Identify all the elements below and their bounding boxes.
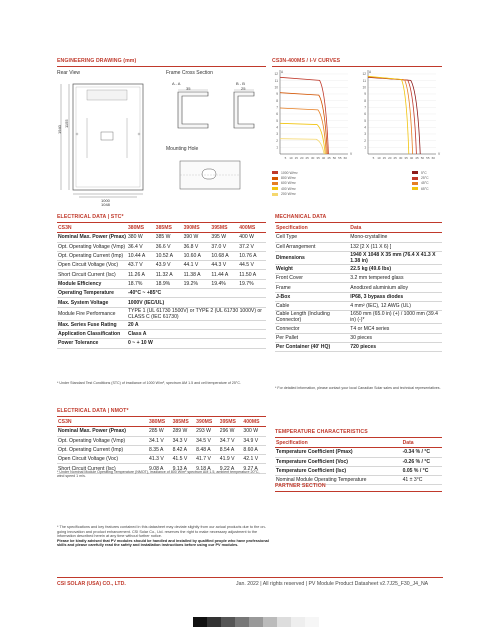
- row-label: Cable Length (Including Connector): [275, 311, 349, 324]
- y-tick-label: 2: [276, 138, 278, 143]
- y-tick-label: 2: [364, 138, 366, 143]
- row-value: -0.26 % / °C: [402, 457, 442, 466]
- header-cell: Data: [349, 224, 442, 233]
- row-value: 9.18 A: [195, 464, 219, 473]
- dim-1940: 1940: [57, 125, 62, 134]
- table-row: [275, 457, 442, 466]
- x-tick-label: 40: [321, 156, 326, 160]
- nmot-title: ELECTRICAL DATA | NMOT*: [57, 408, 129, 414]
- row-value: 18.9%: [155, 279, 183, 288]
- table-row: [275, 324, 442, 333]
- row-label: Per Container (40' HQ): [275, 342, 349, 351]
- irradiance-legend: [272, 170, 298, 197]
- header-cell: 385MS: [155, 224, 183, 233]
- y-unit-label: A: [281, 70, 284, 74]
- row-value: 37.0 V: [210, 242, 238, 251]
- row-value: 385 W: [155, 233, 183, 242]
- row-label: Opt. Operating Current (Imp): [57, 251, 127, 260]
- row-value: 41.3 V: [148, 455, 172, 464]
- table-header-row: [57, 224, 266, 233]
- row-value: 9.22 A: [219, 464, 243, 473]
- row-value: 34.7 V: [219, 436, 243, 445]
- legend-swatch: [272, 193, 278, 196]
- row-label: Cable: [275, 302, 349, 311]
- row-value: 10.68 A: [210, 251, 238, 260]
- row-label: Max. System Voltage: [57, 298, 127, 307]
- row-value: 4 mm² (IEC), 12 AWG (UL): [349, 302, 442, 311]
- y-tick-label: 6: [364, 112, 366, 117]
- stc-table: [57, 224, 266, 349]
- table-row: [57, 320, 266, 329]
- table-row: [275, 251, 442, 264]
- y-tick-label: 4: [276, 125, 278, 130]
- row-value: 42.1 V: [242, 455, 266, 464]
- row-value: 9.13 A: [172, 464, 196, 473]
- row-value: 10.44 A: [127, 251, 155, 260]
- row-value: 1940 X 1048 X 35 mm (76.4 X 41.3 X 1.38 in): [349, 251, 442, 264]
- row-label: Cell Type: [275, 233, 349, 242]
- color-bar-swatch: [193, 617, 207, 627]
- x-tick-label: 50: [332, 156, 337, 160]
- footer-company: CSI SOLAR (USA) CO., LTD.: [57, 581, 126, 587]
- legend-swatch: [272, 171, 278, 174]
- legend-swatch: [272, 182, 278, 185]
- x-tick-label: 20: [388, 156, 392, 160]
- x-tick-label: 5: [372, 156, 375, 160]
- row-value: 9.08 A: [148, 464, 172, 473]
- row-label: Weight: [275, 264, 349, 273]
- y-tick-label: 7: [364, 105, 366, 110]
- table-row: [57, 270, 266, 279]
- row-value: 11.50 A: [238, 270, 266, 279]
- color-bar-swatch: [277, 617, 291, 627]
- row-value: 44.3 V: [210, 261, 238, 270]
- y-tick-label: 1: [276, 145, 278, 150]
- x-tick-label: 30: [398, 156, 403, 160]
- iv-curves-chart: [272, 68, 444, 166]
- stc-rule: [57, 222, 266, 223]
- legend-label: 200 W/m²: [281, 192, 296, 197]
- row-value: 8.48 A: [195, 445, 219, 454]
- y-tick-label: 12: [274, 72, 278, 77]
- nmot-note: * Under Nominal Module Operating Temperature (NMOT), irradiance of 800 W/m² spectrum AM 1.5, ambient temperature 20°C, wind speed 1 m/s.: [57, 470, 260, 479]
- header-cell: 395MS: [210, 224, 238, 233]
- row-label: Temperature Coefficient (Pmax): [275, 448, 402, 457]
- row-label: Application Classification: [57, 329, 127, 338]
- disclaimer-line-1: * The specifications and key features contained in this datasheet may deviate slightly from our actual products due to the on-going innovation and product enhancement. CSI Solar Co., Ltd. reserves the right to make necessary adjustment to the information described herein at any time without further notice.: [57, 525, 266, 539]
- row-value: 34.9 V: [242, 436, 266, 445]
- row-value: -40°C ~ +85°C: [127, 289, 266, 298]
- row-value: Mono-crystalline: [349, 233, 442, 242]
- row-value: IP68, 3 bypass diodes: [349, 292, 442, 301]
- cross-section-drawing: [168, 88, 258, 133]
- legend-swatch: [412, 182, 418, 185]
- header-cell: 390MS: [195, 418, 219, 427]
- row-value: 8.35 A: [148, 445, 172, 454]
- row-value: 395 W: [210, 233, 238, 242]
- table-row: [275, 283, 442, 292]
- row-value: 41 ± 3°C: [402, 476, 442, 485]
- nmot-rule: [57, 416, 266, 417]
- table-row: [57, 242, 266, 251]
- table-row: [275, 466, 442, 475]
- row-value: 11.26 A: [127, 270, 155, 279]
- mechanical-note: * For detailed information, please contact your local Canadian Solar sales and technical representatives.: [275, 386, 441, 390]
- y-tick-label: 12: [362, 72, 366, 77]
- row-label: Temperature Coefficient (Isc): [275, 466, 402, 475]
- y-tick-label: 1: [364, 145, 366, 150]
- row-value: 36.6 V: [155, 242, 183, 251]
- iv-curve: [280, 139, 324, 154]
- y-tick-label: 4: [364, 125, 366, 130]
- dim-25: 25: [241, 86, 246, 91]
- legend-label: 800 W/m²: [281, 176, 296, 181]
- table-row: [57, 455, 266, 464]
- row-value: 11.32 A: [155, 270, 183, 279]
- row-value: 22.5 kg (49.6 lbs): [349, 264, 442, 273]
- x-tick-label: 10: [377, 156, 381, 160]
- y-tick-label: 7: [276, 105, 278, 110]
- row-value: 300 W: [242, 427, 266, 436]
- table-row: [57, 233, 266, 242]
- row-label: Connector: [275, 324, 349, 333]
- table-row: [57, 436, 266, 445]
- row-label: Operating Temperature: [57, 289, 127, 298]
- color-bar-swatch: [291, 617, 305, 627]
- header-cell: Data: [402, 439, 442, 448]
- iv-curve: [368, 77, 416, 154]
- legend-swatch: [272, 187, 278, 190]
- y-tick-label: 11: [274, 78, 278, 83]
- table-row: [275, 448, 442, 457]
- x-tick-label: 10: [289, 156, 293, 160]
- row-value: 720 pieces: [349, 342, 442, 351]
- color-bar-swatch: [249, 617, 263, 627]
- table-header-row: [275, 439, 442, 448]
- x-unit-label: V: [438, 152, 441, 156]
- legend-label: 1000 W/m²: [281, 170, 298, 175]
- row-label: Short Circuit Current (Isc): [57, 270, 127, 279]
- engineering-title: ENGINEERING DRAWING (mm): [57, 58, 137, 64]
- row-value: 10.52 A: [155, 251, 183, 260]
- table-row: [57, 307, 266, 320]
- partner-rule: [275, 491, 442, 492]
- y-tick-label: 3: [364, 132, 366, 137]
- row-value: 44.1 V: [183, 261, 211, 270]
- row-value: 390 W: [183, 233, 211, 242]
- x-tick-label: 50: [420, 156, 425, 160]
- row-value: 8.54 A: [219, 445, 243, 454]
- row-value: 19.4%: [210, 279, 238, 288]
- row-label: Opt. Operating Current (Imp): [57, 445, 148, 454]
- legend-label: 25°C: [421, 176, 429, 181]
- engineering-rule: [57, 66, 266, 67]
- y-tick-label: 10: [362, 85, 366, 90]
- row-label: Open Circuit Voltage (Voc): [57, 261, 127, 270]
- x-tick-label: 55: [338, 156, 342, 160]
- header-cell: 400MS: [242, 418, 266, 427]
- y-tick-label: 3: [276, 132, 278, 137]
- temperature-title: TEMPERATURE CHARACTERISTICS: [275, 429, 368, 435]
- y-tick-label: 8: [364, 98, 366, 103]
- stc-title: ELECTRICAL DATA | STC*: [57, 214, 124, 220]
- x-tick-label: 55: [426, 156, 430, 160]
- row-value: 41.9 V: [219, 455, 243, 464]
- table-row: [57, 427, 266, 436]
- header-cell: Specification: [275, 224, 349, 233]
- table-row: [57, 298, 266, 307]
- table-row: [57, 445, 266, 454]
- row-value: 11.38 A: [183, 270, 211, 279]
- row-value: 400 W: [238, 233, 266, 242]
- irradiance-legend-item: [272, 192, 298, 197]
- y-tick-label: 11: [362, 78, 366, 83]
- row-label: Power Tolerance: [57, 339, 127, 348]
- row-value: 18.7%: [127, 279, 155, 288]
- row-label: Max. Series Fuse Rating: [57, 320, 127, 329]
- header-cell: Specification: [275, 439, 402, 448]
- row-value: 289 W: [172, 427, 196, 436]
- table-row: [57, 339, 266, 348]
- header-cell: 390MS: [183, 224, 211, 233]
- header-cell: 385MS: [172, 418, 196, 427]
- row-value: 30 pieces: [349, 333, 442, 342]
- x-tick-label: 5: [284, 156, 287, 160]
- table-row: [275, 302, 442, 311]
- color-bar-swatch: [263, 617, 277, 627]
- footer-rule: [57, 577, 443, 578]
- row-value: 19.2%: [183, 279, 211, 288]
- x-tick-label: 15: [294, 156, 298, 160]
- row-label: Front Cover: [275, 274, 349, 283]
- x-tick-label: 35: [404, 156, 408, 160]
- iv-curve: [368, 76, 409, 154]
- y-unit-label: A: [369, 70, 372, 74]
- row-value: 43.7 V: [127, 261, 155, 270]
- header-cell: 380MS: [127, 224, 155, 233]
- disclaimer-line-2: Please be kindly advised that PV modules should be handled and installed by qualified people who have professional skills and please carefully read the safety and installation instructions before using our PV modules.: [57, 538, 269, 548]
- table-header-row: [57, 418, 266, 427]
- legend-label: 600 W/m²: [281, 181, 296, 186]
- mechanical-title: MECHANICAL DATA: [275, 214, 327, 220]
- row-value: 296 W: [219, 427, 243, 436]
- header-cell: 395MS: [219, 418, 243, 427]
- legend-swatch: [412, 187, 418, 190]
- row-value: 10.76 A: [238, 251, 266, 260]
- row-label: Open Circuit Voltage (Voc): [57, 455, 148, 464]
- row-value: 0.05 % / °C: [402, 466, 442, 475]
- table-row: [57, 251, 266, 260]
- y-tick-label: 9: [364, 92, 366, 97]
- frame-cross-label: Frame Cross Section: [166, 70, 213, 76]
- color-bar-swatch: [207, 617, 221, 627]
- x-tick-label: 40: [409, 156, 414, 160]
- table-header-row: [275, 224, 442, 233]
- row-value: 380 W: [127, 233, 155, 242]
- y-tick-label: 8: [276, 98, 278, 103]
- table-row: [57, 329, 266, 338]
- mounting-hole-drawing: [172, 155, 252, 195]
- y-tick-label: 5: [276, 118, 278, 123]
- legend-swatch: [272, 177, 278, 180]
- legend-label: 5°C: [421, 170, 427, 175]
- dim-1048: 1048: [101, 202, 110, 207]
- dim-35: 35: [186, 86, 191, 91]
- color-bar-swatch: [305, 617, 319, 627]
- row-label: Per Pallet: [275, 333, 349, 342]
- temperature-legend: [412, 170, 429, 192]
- row-label: Nominal Module Operating Temperature: [275, 476, 402, 485]
- dim-1000: 1000: [101, 198, 110, 203]
- row-label: Nominal Max. Power (Pmax): [58, 234, 126, 241]
- row-value: 41.7 V: [195, 455, 219, 464]
- row-label: Opt. Operating Voltage (Vmp): [57, 436, 148, 445]
- row-value: 34.5 V: [195, 436, 219, 445]
- row-label: Dimensions: [275, 251, 349, 264]
- x-tick-label: 60: [343, 156, 347, 160]
- table-row: [275, 274, 442, 283]
- row-label: Short Circuit Current (Isc): [57, 464, 148, 473]
- header-cell: 380MS: [148, 418, 172, 427]
- legend-swatch: [412, 171, 418, 174]
- rear-view-label: Rear View: [57, 70, 80, 76]
- row-label: Module Fire Performance: [57, 307, 127, 320]
- color-bar-swatch: [221, 617, 235, 627]
- row-value: 44.5 V: [238, 261, 266, 270]
- bb-label: B - B: [236, 81, 245, 86]
- row-value: 20 A: [127, 320, 266, 329]
- color-bar-swatch: [235, 617, 249, 627]
- row-value: -0.34 % / °C: [402, 448, 442, 457]
- table-row: [57, 289, 266, 298]
- x-tick-label: 25: [393, 156, 397, 160]
- y-tick-label: 10: [274, 85, 278, 90]
- row-value: 11.44 A: [210, 270, 238, 279]
- x-tick-label: 35: [316, 156, 320, 160]
- iv-curve: [280, 108, 326, 154]
- row-value: 1650 mm (65.0 in) (+) / 1000 mm (39.4 in) (-)*: [349, 311, 442, 324]
- curves-rule: [272, 66, 442, 67]
- row-value: 3.2 mm tempered glass: [349, 274, 442, 283]
- temperature-rule: [275, 437, 442, 438]
- legend-label: 65°C: [421, 186, 429, 191]
- iv-curve: [368, 77, 413, 154]
- row-value: 34.3 V: [172, 436, 196, 445]
- row-value: 8.42 A: [172, 445, 196, 454]
- nmot-table: [57, 418, 266, 474]
- header-cell: CS3N: [57, 418, 148, 427]
- y-tick-label: 6: [276, 112, 278, 117]
- legend-label: 45°C: [421, 181, 429, 186]
- table-row: [275, 333, 442, 342]
- y-tick-label: 5: [364, 118, 366, 123]
- partner-title: PARTNER SECTION: [275, 483, 326, 489]
- table-row: [275, 233, 442, 242]
- table-row: [57, 279, 266, 288]
- table-row: [275, 292, 442, 301]
- row-label: Cell Arrangement: [275, 242, 349, 251]
- row-value: 41.5 V: [172, 455, 196, 464]
- x-tick-label: 30: [310, 156, 315, 160]
- table-row: [275, 242, 442, 251]
- row-value: 36.8 V: [183, 242, 211, 251]
- row-value: 34.1 V: [148, 436, 172, 445]
- x-unit-label: V: [350, 152, 353, 156]
- x-tick-label: 15: [382, 156, 386, 160]
- legend-label: 400 W/m²: [281, 186, 296, 191]
- y-tick-label: 9: [276, 92, 278, 97]
- row-label: Module Efficiency: [57, 279, 127, 288]
- mounting-hole-label: Mounting Hole: [166, 146, 199, 152]
- row-value: 10.60 A: [183, 251, 211, 260]
- row-value: 0 ~ + 10 W: [127, 339, 266, 348]
- x-tick-label: 45: [327, 156, 331, 160]
- row-value: Anodized aluminium alloy: [349, 283, 442, 292]
- row-value: 37.2 V: [238, 242, 266, 251]
- row-value: 36.4 V: [127, 242, 155, 251]
- x-tick-label: 60: [431, 156, 435, 160]
- row-value: 1000V (IEC/UL): [127, 298, 266, 307]
- temperature-table: [275, 439, 442, 485]
- row-value: 9.27 A: [242, 464, 266, 473]
- row-value: T4 or MC4 series: [349, 324, 442, 333]
- curves-title: CS3N-400MS / I-V CURVES: [272, 58, 341, 64]
- x-tick-label: 20: [300, 156, 304, 160]
- dim-1155: 1155: [64, 119, 69, 128]
- header-cell: 400MS: [238, 224, 266, 233]
- row-value: TYPE 1 (UL 61730 1500V) or TYPE 2 (UL 61730 1000V) or CLASS C (IEC 61730): [127, 307, 266, 320]
- stc-note: * Under Standard Test Conditions (STC) of irradiance of 1000 W/m², spectrum AM 1.5 and cell temperature of 25°C.: [57, 381, 241, 385]
- row-label: Opt. Operating Voltage (Vmp): [58, 243, 126, 250]
- x-tick-label: 45: [415, 156, 419, 160]
- temperature-legend-item: [412, 186, 429, 191]
- row-value: 293 W: [195, 427, 219, 436]
- x-tick-label: 25: [305, 156, 309, 160]
- aa-label: A - A: [172, 81, 181, 86]
- mechanical-table: [275, 224, 442, 352]
- mechanical-rule: [275, 222, 442, 223]
- row-value: 8.60 A: [242, 445, 266, 454]
- row-value: 132 [2 X (11 X 6) ]: [349, 242, 442, 251]
- row-value: 19.7%: [238, 279, 266, 288]
- row-value: 43.9 V: [155, 261, 183, 270]
- row-label: J-Box: [275, 292, 349, 301]
- row-label: Nominal Max. Power (Pmax): [57, 427, 148, 436]
- print-color-bar: [193, 617, 319, 627]
- table-row: [275, 264, 442, 273]
- legend-swatch: [412, 177, 418, 180]
- footer-info: Jan. 2022 | All rights reserved | PV Module Product Datasheet v2.7J25_F30_J4_NA: [236, 581, 429, 587]
- table-row: [275, 311, 442, 324]
- row-value: Class A: [127, 329, 266, 338]
- disclaimer: [57, 525, 269, 548]
- header-cell: CS3N: [57, 224, 127, 233]
- row-label: Temperature Coefficient (Voc): [275, 457, 402, 466]
- row-label: Frame: [275, 283, 349, 292]
- table-row: [57, 261, 266, 270]
- rear-view-drawing: [57, 78, 162, 198]
- table-row: [275, 342, 442, 351]
- row-value: 285 W: [148, 427, 172, 436]
